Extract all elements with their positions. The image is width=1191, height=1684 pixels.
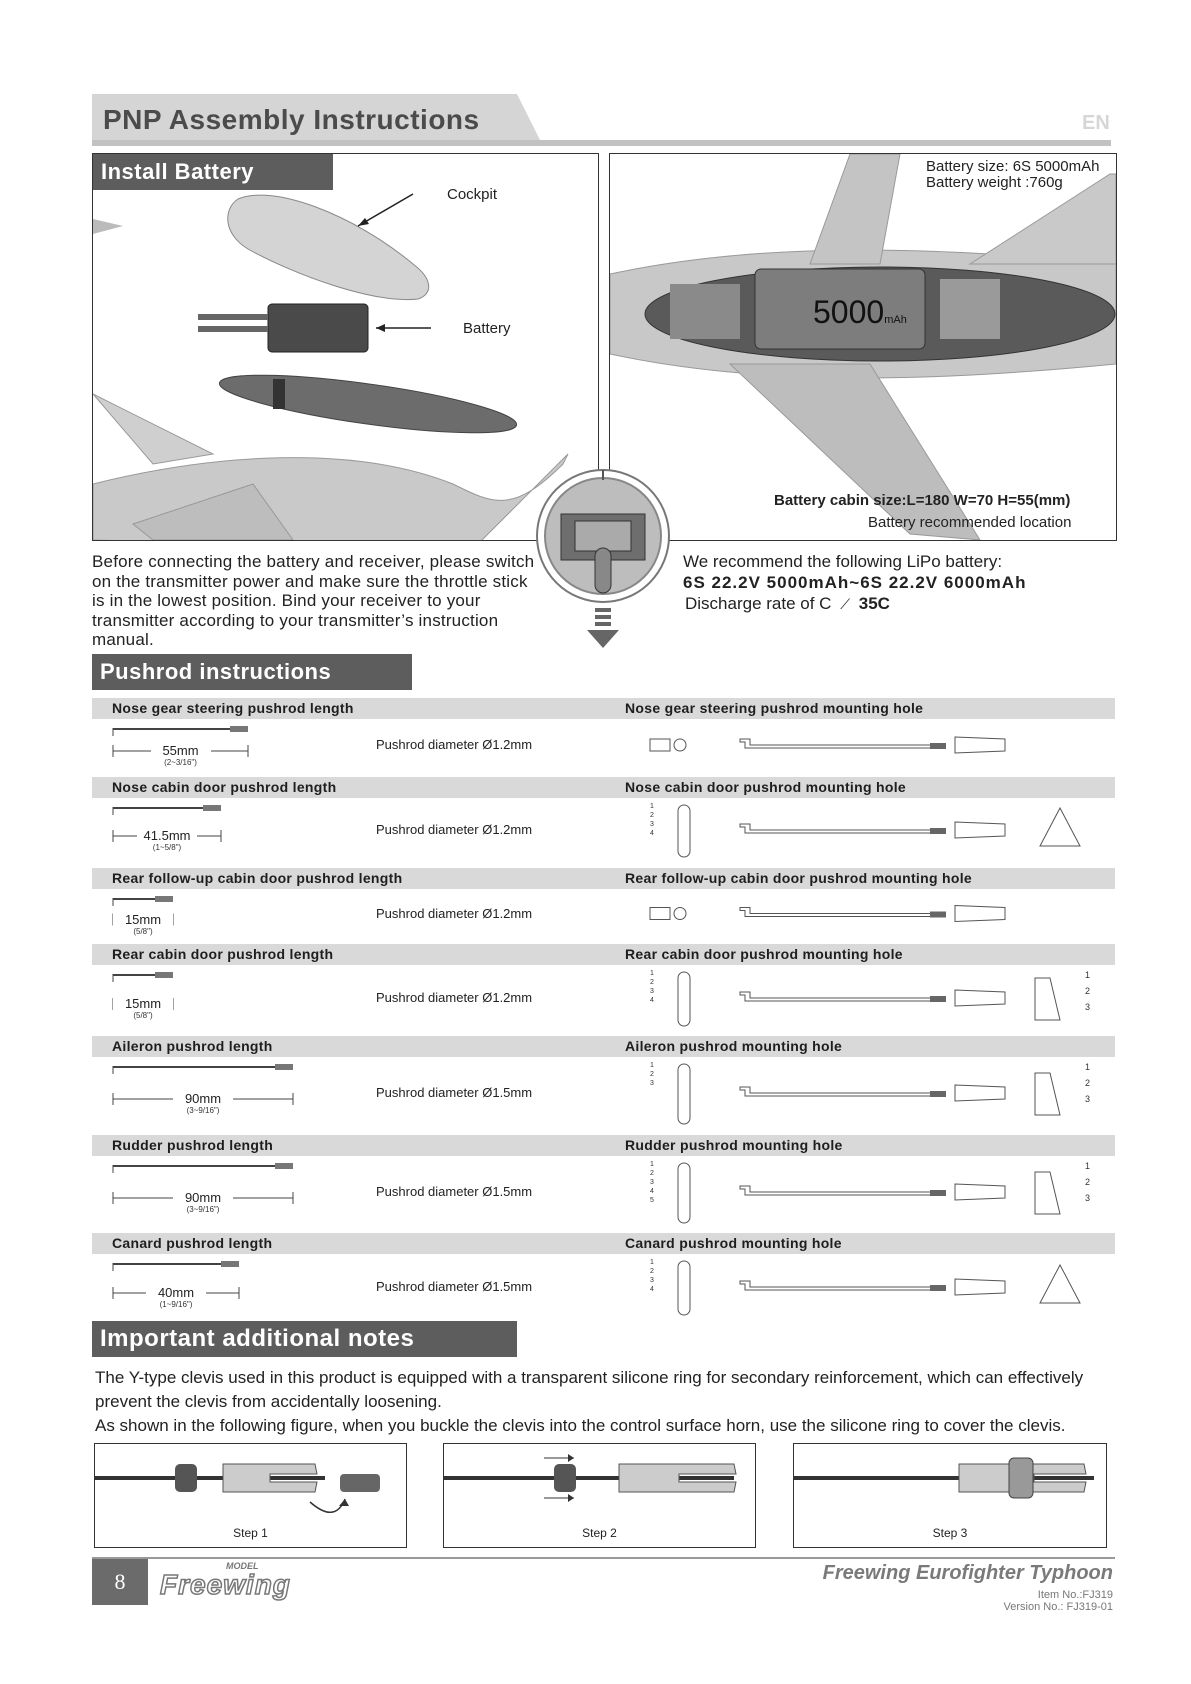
horn-hole-number: 2: [1085, 1177, 1091, 1187]
battery-location-illustration: [610, 154, 1116, 540]
step-2-illustration: [444, 1444, 755, 1524]
important-notes-title: Important additional notes: [92, 1321, 517, 1357]
step-1-panel: [94, 1443, 407, 1548]
servo-hole-number: 1: [650, 1259, 654, 1266]
pushrod-length-inch: (3~9/16"): [186, 1106, 220, 1115]
battery-instructions-text: Before connecting the battery and receiver, please switch on the transmitter power and make sure the throttle stick is in the lowest position. Bind your receiver to your transmitter according to your transmitter’s instruction manual.: [92, 552, 535, 650]
servo-hole-number: 4: [650, 830, 654, 837]
horn-hole-number: 2: [1085, 1078, 1091, 1088]
battery-install-illustration: [93, 154, 598, 540]
pushrod-length: 15mm: [113, 996, 173, 1011]
servo-hole-number: 2: [650, 1071, 654, 1078]
pushrod-length: 15mm: [113, 912, 173, 927]
pushrod-diameter: Pushrod diameter Ø1.5mm: [376, 1184, 533, 1199]
battery-size: Battery size: 6S 5000mAh: [926, 158, 1100, 175]
recommended-battery: 6S 22.2V 5000mAh~6S 22.2V 6000mAh: [683, 573, 1027, 592]
battery-cabin-size: Battery cabin size:L=180 W=70 H=55(mm): [774, 492, 1071, 509]
pushrod-row-header-left: Aileron pushrod length: [92, 1036, 608, 1057]
horn-hole-number: 3: [1085, 1002, 1091, 1012]
horn-hole-number: 3: [1085, 1193, 1091, 1203]
pushrod-length-diagram: [105, 722, 365, 768]
version-number: Version No.: FJ319-01: [1003, 1601, 1113, 1613]
servo-hole-number: 1: [650, 970, 654, 977]
pushrod-diameter: Pushrod diameter Ø1.2mm: [376, 822, 533, 837]
page-number: 8: [114, 1569, 126, 1594]
page-number-box: [92, 1559, 148, 1605]
servo-hole-number: 3: [650, 1080, 654, 1087]
pushrod-diameter: Pushrod diameter Ø1.5mm: [376, 1085, 533, 1100]
battery-capacity-number: 5000: [813, 294, 885, 330]
pushrod-row-header-left: Rudder pushrod length: [92, 1135, 608, 1156]
cockpit-label: Cockpit: [447, 186, 498, 203]
horn-hole-number: 2: [1085, 986, 1091, 996]
pushrod-row-header-left: Nose cabin door pushrod length: [92, 777, 608, 798]
pushrod-mounting-diagram: [640, 892, 1110, 935]
product-name: Freewing Eurofighter Typhoon: [822, 1562, 1113, 1584]
servo-hole-number: 3: [650, 1179, 654, 1186]
pushrod-row-header-right: Canard pushrod mounting hole: [605, 1233, 1115, 1254]
pushrod-mounting-diagram: [640, 1159, 1110, 1225]
pushrod-row-header-left: Canard pushrod length: [92, 1233, 608, 1254]
pushrod-instructions-title: Pushrod instructions: [92, 654, 412, 690]
pushrod-length: 41.5mm: [137, 828, 197, 843]
install-battery-left-panel: [92, 153, 599, 541]
discharge-label: Discharge rate of C: [685, 594, 832, 613]
pushrod-length-diagram: [105, 1257, 365, 1317]
pushrod-row-header-left: Rear cabin door pushrod length: [92, 944, 608, 965]
footer-rule: [92, 1557, 1115, 1559]
servo-hole-number: 4: [650, 997, 654, 1004]
step-3-label: Step 3: [932, 1526, 968, 1540]
servo-hole-number: 1: [650, 803, 654, 810]
battery-cabin-magnifier: [533, 466, 673, 656]
pushrod-length: 40mm: [146, 1285, 206, 1300]
language-tag: EN: [1082, 112, 1110, 134]
battery-label: Battery: [463, 320, 511, 337]
servo-hole-number: 3: [650, 821, 654, 828]
logo-model-text: MODEL: [226, 1561, 259, 1571]
pushrod-row-header-right: Nose cabin door pushrod mounting hole: [605, 777, 1115, 798]
step-3-illustration: [794, 1444, 1106, 1524]
horn-hole-number: 1: [1085, 970, 1091, 980]
pushrod-length-inch: (5/8"): [133, 1011, 153, 1020]
step-2-panel: [443, 1443, 756, 1548]
horn-hole-number: 3: [1085, 1094, 1091, 1104]
pushrod-mounting-diagram: [640, 1257, 1110, 1317]
pushrod-row-header-right: Rear follow-up cabin door pushrod mounting hole: [605, 868, 1115, 889]
pushrod-length-diagram: [105, 1159, 365, 1225]
servo-hole-number: 5: [650, 1197, 654, 1204]
pushrod-length-inch: (1~9/16"): [159, 1300, 193, 1309]
pushrod-mounting-diagram: [640, 968, 1110, 1028]
discharge-symbol: ⟋: [840, 596, 850, 612]
servo-hole-number: 2: [650, 812, 654, 819]
servo-hole-number: 4: [650, 1188, 654, 1195]
page-title: PNP Assembly Instructions: [103, 104, 480, 135]
horn-hole-number: 1: [1085, 1062, 1091, 1072]
servo-hole-number: 1: [650, 1062, 654, 1069]
pushrod-mounting-diagram: [640, 801, 1110, 859]
pushrod-row-header-right: Rear cabin door pushrod mounting hole: [605, 944, 1115, 965]
pushrod-mounting-diagram: [640, 722, 1110, 768]
pushrod-length: 90mm: [173, 1091, 233, 1106]
step-1-illustration: [95, 1444, 406, 1524]
notes-paragraph-2: As shown in the following figure, when you buckle the clevis into the control surface horn, use the silicone ring to cover the clevis.: [95, 1416, 1066, 1435]
pushrod-length-inch: (5/8"): [133, 926, 153, 936]
pushrod-row-header-right: Aileron pushrod mounting hole: [605, 1036, 1115, 1057]
pushrod-mounting-diagram: [640, 1060, 1110, 1126]
notes-paragraph-1: The Y-type clevis used in this product is equipped with a transparent silicone ring for secondary reinforcement, which can effectively prevent the clevis from accidentally loosening.: [95, 1368, 1084, 1411]
pushrod-row-header-left: Nose gear steering pushrod length: [92, 698, 608, 719]
battery-capacity-unit: mAh: [884, 314, 907, 326]
step-1-label: Step 1: [233, 1526, 268, 1540]
battery-capacity-marking: [813, 294, 907, 331]
pushrod-length: 90mm: [173, 1190, 233, 1205]
pushrod-length-inch: (1~5/8"): [152, 843, 182, 852]
battery-recommended-location: Battery recommended location: [868, 514, 1072, 531]
item-number: Item No.:FJ319: [1037, 1589, 1113, 1601]
servo-hole-number: 4: [650, 1286, 654, 1293]
pushrod-length-diagram: [105, 1060, 365, 1126]
horn-hole-number: 1: [1085, 1161, 1091, 1171]
servo-hole-number: 1: [650, 1161, 654, 1168]
battery-weight: Battery weight :760g: [926, 174, 1063, 191]
pushrod-diameter: Pushrod diameter Ø1.2mm: [376, 905, 533, 921]
pushrod-diameter: Pushrod diameter Ø1.2mm: [376, 737, 533, 752]
servo-hole-number: 2: [650, 1268, 654, 1275]
pushrod-length-inch: (3~9/16"): [186, 1205, 220, 1214]
pushrod-row-header-right: Rudder pushrod mounting hole: [605, 1135, 1115, 1156]
install-battery-right-panel: [609, 153, 1117, 541]
servo-hole-number: 2: [650, 979, 654, 986]
step-3-panel: [793, 1443, 1107, 1548]
pushrod-length-inch: (2~3/16"): [164, 758, 197, 767]
recommend-text: We recommend the following LiPo battery:: [683, 552, 1003, 571]
pushrod-diameter: Pushrod diameter Ø1.5mm: [376, 1279, 533, 1294]
servo-hole-number: 2: [650, 1170, 654, 1177]
install-battery-title: Install Battery: [93, 154, 333, 190]
pushrod-length: 55mm: [151, 743, 211, 758]
pushrod-row-header-left: Rear follow-up cabin door pushrod length: [92, 868, 608, 889]
discharge-rate: [685, 594, 890, 614]
discharge-value: 35C: [858, 594, 890, 613]
pushrod-diameter: Pushrod diameter Ø1.2mm: [376, 990, 533, 1005]
logo-brand-text: Freewing: [160, 1569, 291, 1600]
servo-hole-number: 3: [650, 1277, 654, 1284]
servo-hole-number: 3: [650, 988, 654, 995]
pushrod-row-header-right: Nose gear steering pushrod mounting hole: [605, 698, 1115, 719]
step-2-label: Step 2: [582, 1526, 617, 1540]
